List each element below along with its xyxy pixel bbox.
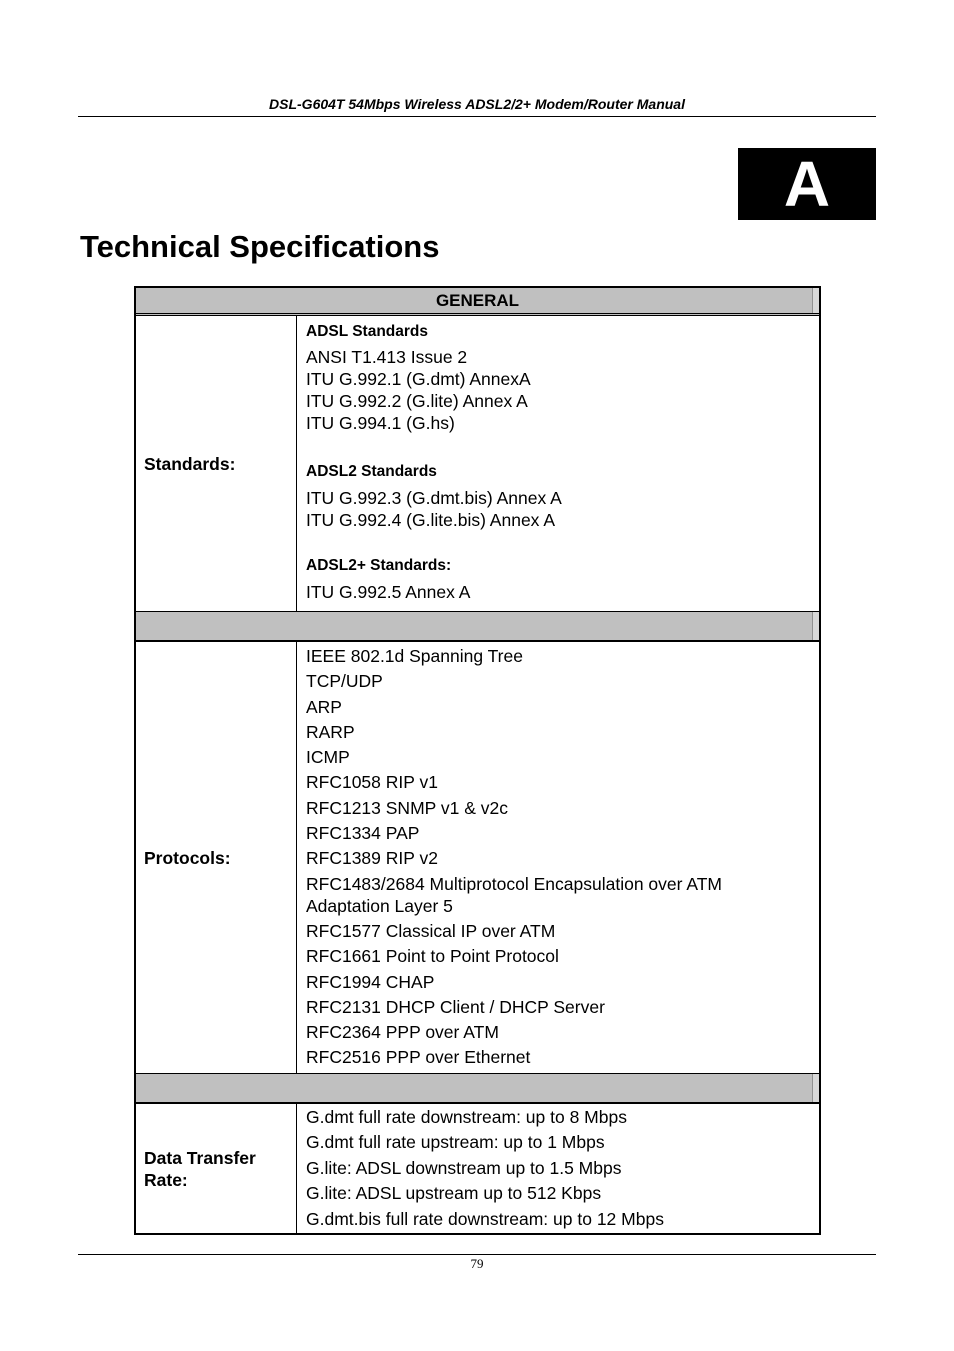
rate-item: G.dmt full rate downstream: up to 8 Mbps	[306, 1107, 627, 1127]
rate-item: G.lite: ADSL upstream up to 512 Kbps	[306, 1183, 602, 1204]
protocol-item: RFC2131 DHCP Client / DHCP Server	[306, 996, 605, 1017]
section-label: GENERAL	[435, 291, 520, 310]
protocol-item: IEEE 802.1d Spanning Tree	[306, 646, 523, 666]
protocol-item: RFC1389 RIP v2	[306, 848, 438, 869]
header-divider	[78, 116, 876, 117]
rate-item: G.dmt full rate upstream: up to 1 Mbps	[306, 1132, 605, 1153]
data-rate-content	[297, 1104, 819, 1233]
protocol-item: RFC1577 Classical IP over ATM	[306, 920, 556, 941]
adsl-standards-heading: ADSL Standards	[306, 323, 429, 340]
rate-item: G.dmt.bis full rate downstream: up to 12 Mbps	[306, 1208, 664, 1229]
standard-item: ITU G.992.3 (G.dmt.bis) Annex A	[306, 488, 562, 508]
protocol-item: RFC2516 PPP over Ethernet	[306, 1047, 531, 1068]
standards-label: Standards:	[136, 316, 297, 611]
standard-item: ITU G.994.1 (G.hs)	[306, 413, 455, 433]
data-rate-label: Data Transfer Rate:	[136, 1104, 297, 1233]
rate-item: G.lite: ADSL downstream up to 1.5 Mbps	[306, 1157, 622, 1178]
data-rate-row	[136, 1104, 819, 1233]
protocol-item: TCP/UDP	[306, 671, 383, 692]
section-band-blank	[136, 612, 819, 642]
page-number: 79	[470, 1256, 484, 1271]
protocol-item: ARP	[306, 696, 342, 717]
standard-item: ITU G.992.4 (G.lite.bis) Annex A	[306, 510, 555, 530]
protocol-item: RFC1058 RIP v1	[306, 772, 438, 793]
protocol-item: RFC1334 PAP	[306, 823, 420, 844]
protocol-item: RFC1483/2684 Multiprotocol Encapsulation over ATM Adaptation Layer 5	[306, 873, 723, 916]
footer-divider	[78, 1254, 876, 1255]
protocol-item: RFC1213 SNMP v1 & v2c	[306, 797, 508, 818]
standard-item: ITU G.992.5 Annex A	[306, 582, 471, 602]
standard-item: ANSI T1.413 Issue 2	[306, 347, 468, 367]
standard-item: ITU G.992.1 (G.dmt) AnnexA	[306, 369, 531, 389]
protocols-content	[297, 642, 819, 1073]
appendix-badge: A	[738, 148, 876, 220]
protocols-label: Protocols:	[136, 642, 297, 1073]
running-header: DSL-G604T 54Mbps Wireless ADSL2/2+ Modem/Router Manual	[269, 96, 685, 112]
protocol-item: ICMP	[306, 747, 350, 768]
section-band-blank	[136, 1074, 819, 1104]
protocol-item: RARP	[306, 721, 355, 742]
adsl2plus-standards-heading: ADSL2+ Standards:	[306, 557, 452, 574]
protocol-item: RFC1994 CHAP	[306, 971, 435, 992]
page-title: Technical Specifications	[80, 229, 440, 264]
protocol-item: RFC1661 Point to Point Protocol	[306, 946, 559, 967]
standards-row	[136, 316, 819, 612]
standards-content	[297, 316, 819, 611]
protocols-row	[136, 642, 819, 1074]
section-band-general	[136, 288, 819, 316]
protocol-item: RFC2364 PPP over ATM	[306, 1022, 499, 1043]
spec-table	[134, 286, 821, 1235]
adsl2-standards-heading: ADSL2 Standards	[306, 463, 437, 480]
standard-item: ITU G.992.2 (G.lite) Annex A	[306, 391, 528, 411]
